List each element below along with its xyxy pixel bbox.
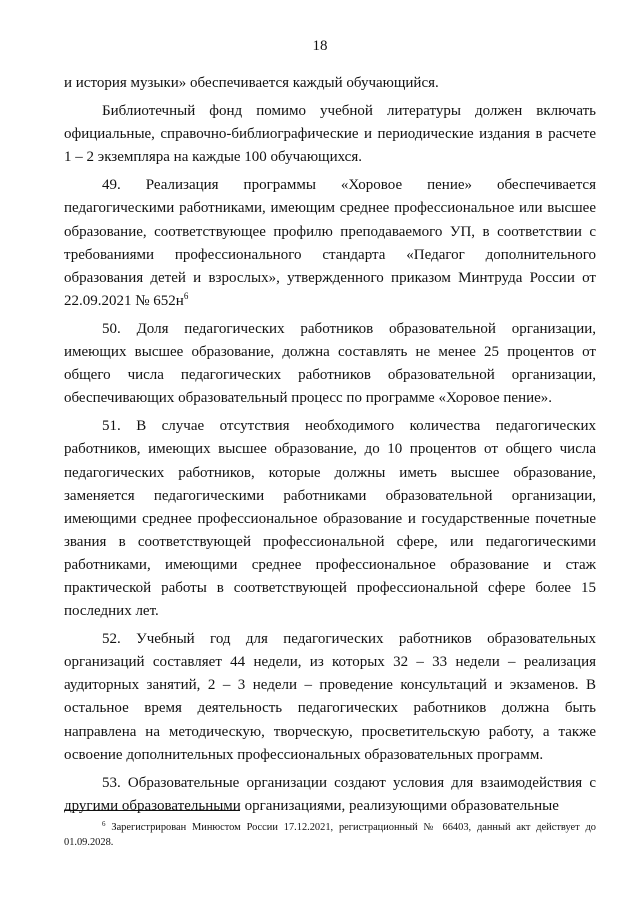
footnote-text: Зарегистрирован Минюстом России 17.12.2021, регистрационный № 66403, данный акт действует до 01.09.2028. xyxy=(64,822,596,848)
paragraph-continuation: и история музыки» обеспечивается каждый обучающийся. xyxy=(64,75,439,91)
paragraph-49 xyxy=(64,174,596,313)
paragraph-53: 53. Образовательные организации создают условия для взаимодействия с другими образовательными организациями, реализующими образовательные xyxy=(64,774,596,814)
page-number: 18 xyxy=(312,38,328,54)
paragraph-library-fund: Библиотечный фонд помимо учебной литературы должен включать официальные, справочно-библиографические и периодические издания в расчете 1 – 2 экземпляра на каждые 100 обучающихся. xyxy=(64,103,596,166)
footnote xyxy=(64,820,596,850)
footnote-marker: 6 xyxy=(102,820,106,828)
paragraph-49-text: 49. Реализация программы «Хоровое пение» обеспечивается педагогическими работниками, имеющим среднее профессиональное или высшее образование, соответствующее профилю преподаваемого УП, в соответствии с требованиями профессионального стандарта «Педагог дополнительного образования детей и взрослых», утвержденного приказом Минтруда России от 22.09.2021 № 652н xyxy=(64,177,596,309)
paragraph-50: 50. Доля педагогических работников образовательной организации, имеющих высшее образование, должна составлять не менее 25 процентов от общего числа педагогических работников образовательной организации, обеспечивающих образовательный процесс по программе «Хоровое пение». xyxy=(64,320,596,407)
paragraph-52: 52. Учебный год для педагогических работников образовательных организаций составляет 44 недели, из которых 32 – 33 недели – реализация аудиторных занятий, 2 – 3 недели – проведение консультаций и экзаменов. В остальное время деятельность педагогических работников должна быть направлена на методическую, творческую, просветительскую работу, а также освоение дополнительных профессиональных образовательных программ. xyxy=(64,631,596,763)
footnote-reference: 6 xyxy=(183,290,189,301)
document-body xyxy=(64,72,596,823)
paragraph-51: 51. В случае отсутствия необходимого количества педагогических работников, имеющих высшее образование, до 10 процентов от общего числа педагогических работников, которые должны иметь высшее образование, заменяется педагогическими работниками образовательной организации, имеющими среднее профессиональное образование и государственные почетные звания в соответствующей профессиональной сфере, или педагогическими работниками, имеющими среднее профессиональное образование и стаж практической работы в соответствующей профессиональной сфере более 15 последних лет. xyxy=(64,418,596,620)
footnote-separator xyxy=(64,810,240,811)
